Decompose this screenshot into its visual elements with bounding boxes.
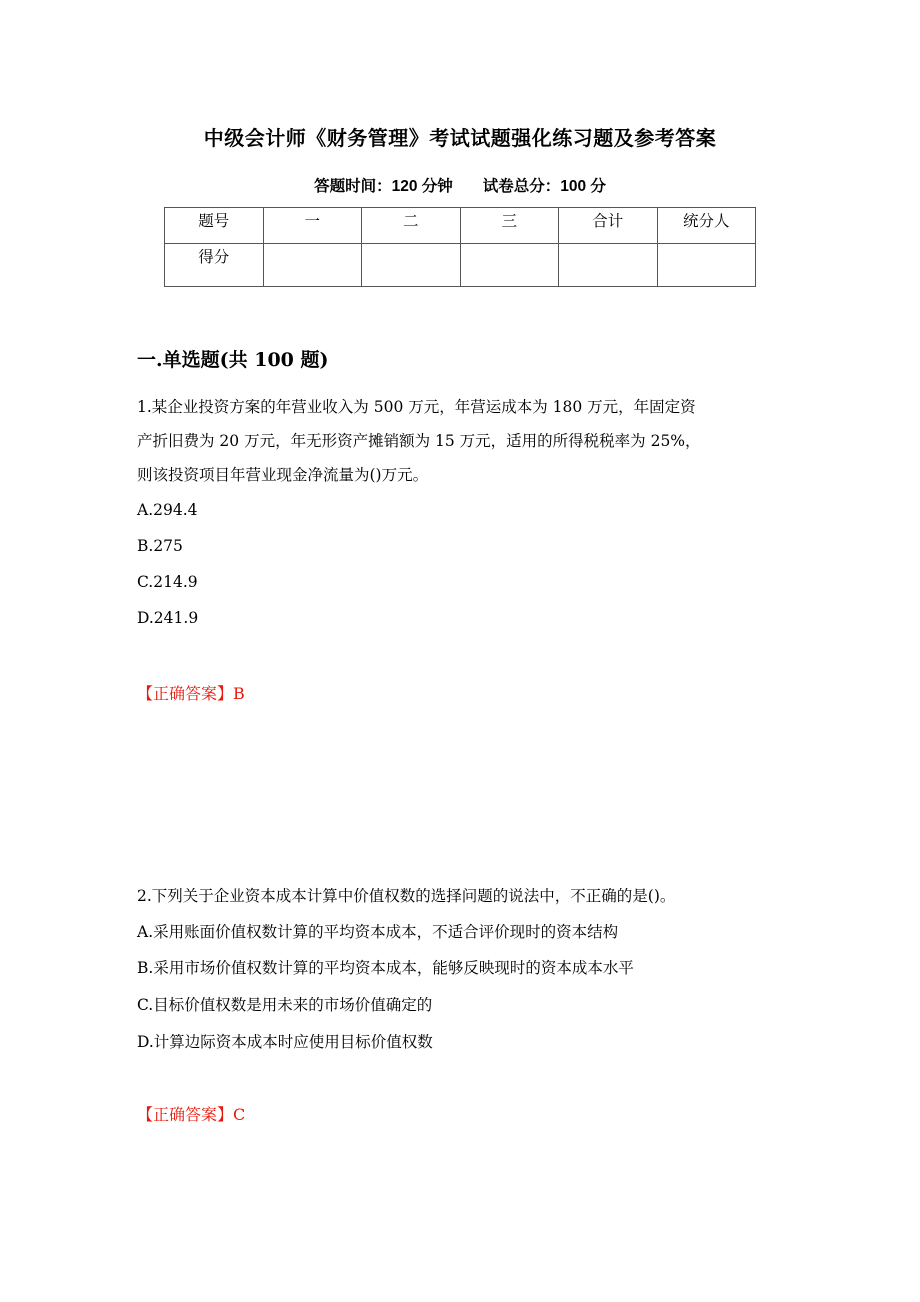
- score-cell-section-1: [263, 244, 362, 287]
- option-c: C.目标价值权数是用未来的市场价值确定的: [137, 996, 433, 1014]
- exam-total-score: 试卷总分：100 分: [482, 178, 606, 195]
- question-stem-line: 2.下列关于企业资本成本计算中价值权数的选择问题的说法中，不正确的是()。: [137, 887, 676, 905]
- score-table: [164, 207, 756, 287]
- score-table-cell: 三: [460, 208, 559, 244]
- exam-info: [0, 174, 920, 196]
- option-b: B.采用市场价值权数计算的平均资本成本，能够反映现时的资本成本水平: [137, 959, 634, 977]
- score-table-score-row: [165, 244, 756, 287]
- score-cell-total: [559, 244, 658, 287]
- score-table-cell: 合计: [559, 208, 658, 244]
- option-b: B.275: [137, 537, 183, 555]
- score-table-cell: 得分: [165, 244, 264, 287]
- question-stem-line: 则该投资项目年营业现金净流量为()万元。: [137, 466, 429, 484]
- document-title: 中级会计师《财务管理》考试试题强化练习题及参考答案: [203, 126, 717, 150]
- option-d: D.241.9: [137, 609, 199, 627]
- section-heading: 一.单选题(共 100 题): [137, 349, 329, 371]
- question-stem-line: 1.某企业投资方案的年营业收入为 500 万元，年营运成本为 180 万元，年固定资: [137, 398, 696, 416]
- correct-answer: 【正确答案】B: [137, 684, 245, 703]
- exam-time: 答题时间：120 分钟: [314, 178, 453, 195]
- option-d: D.计算边际资本成本时应使用目标价值权数: [137, 1033, 433, 1051]
- option-a: A.294.4: [137, 501, 198, 519]
- score-cell-section-3: [460, 244, 559, 287]
- score-cell-section-2: [362, 244, 461, 287]
- score-table-header-row: [165, 208, 756, 244]
- option-c: C.214.9: [137, 573, 198, 591]
- score-cell-grader: [657, 244, 756, 287]
- score-table-cell: 统分人: [657, 208, 756, 244]
- correct-answer: 【正确答案】C: [137, 1105, 246, 1124]
- option-a: A.采用账面价值权数计算的平均资本成本，不适合评价现时的资本结构: [137, 923, 619, 941]
- score-table-cell: 一: [263, 208, 362, 244]
- score-table-cell: 二: [362, 208, 461, 244]
- question-stem-line: 产折旧费为 20 万元，年无形资产摊销额为 15 万元，适用的所得税税率为 25%，: [137, 432, 701, 450]
- score-table-cell: 题号: [165, 208, 264, 244]
